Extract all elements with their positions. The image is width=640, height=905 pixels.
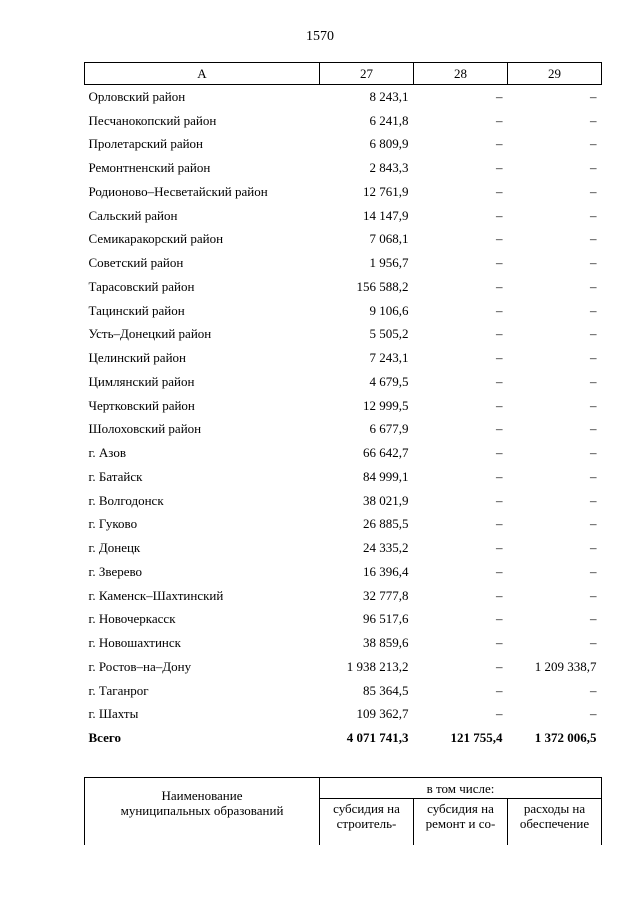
value-cell-28: – xyxy=(496,373,503,389)
table-row xyxy=(85,228,602,252)
table-row xyxy=(85,109,602,133)
value-cell-29: – xyxy=(590,397,597,413)
value-cell-29: – xyxy=(590,160,597,176)
value-cell-27: 6 809,9 xyxy=(369,136,409,152)
value-cell-28: – xyxy=(496,540,503,556)
value-cell-29: – xyxy=(590,540,597,556)
value-cell-27: 16 396,4 xyxy=(363,563,409,579)
municipality-name-cell: Усть–Донецкий район xyxy=(88,326,212,342)
name-header-line2: муниципальных образований xyxy=(120,803,284,818)
value-cell-27: 8 243,1 xyxy=(369,88,409,104)
table-row xyxy=(85,156,602,180)
municipality-name-cell: Чертковский район xyxy=(88,397,195,413)
value-cell-28: – xyxy=(496,421,503,437)
municipality-name-cell: Ремонтненский район xyxy=(88,160,211,176)
table-row xyxy=(85,251,602,275)
value-cell-29: – xyxy=(590,682,597,698)
table-row xyxy=(85,655,602,679)
header-cell-29: 29 xyxy=(508,63,602,85)
including-header: в том числе: xyxy=(320,778,602,799)
municipality-name-cell: Цимлянский район xyxy=(88,373,195,389)
value-cell-27: 7 068,1 xyxy=(369,231,409,247)
value-cell-27: 7 243,1 xyxy=(369,350,409,366)
table-row xyxy=(85,560,602,584)
value-cell-27: 12 999,5 xyxy=(363,397,409,413)
municipality-name-cell: Пролетарский район xyxy=(88,136,204,152)
value-cell-27: 109 362,7 xyxy=(356,706,409,722)
value-cell-28: – xyxy=(496,587,503,603)
municipality-name-cell: Шолоховский район xyxy=(88,421,202,437)
value-cell-29: – xyxy=(590,445,597,461)
table-row xyxy=(85,584,602,608)
municipality-name-cell: Всего xyxy=(88,730,121,746)
sub-header-line1: субсидия на xyxy=(427,801,494,816)
value-cell-27: 66 642,7 xyxy=(363,445,409,461)
value-cell-27: 96 517,6 xyxy=(363,611,409,627)
value-cell-27: 85 364,5 xyxy=(363,682,409,698)
value-cell-28: – xyxy=(496,255,503,271)
value-cell-28: – xyxy=(496,112,503,128)
municipality-name-cell: Орловский район xyxy=(88,88,186,104)
budget-table xyxy=(84,62,602,750)
value-cell-29: – xyxy=(590,183,597,199)
municipality-name-cell: г. Таганрог xyxy=(88,682,149,698)
table-row xyxy=(85,513,602,537)
table-row xyxy=(85,418,602,442)
value-cell-27: 4 679,5 xyxy=(369,373,409,389)
municipality-name-cell: Тацинский район xyxy=(88,302,185,318)
value-cell-28: – xyxy=(496,706,503,722)
municipality-name-header xyxy=(85,778,320,846)
value-cell-29: – xyxy=(590,112,597,128)
municipality-name-cell: Сальский район xyxy=(88,207,178,223)
value-cell-27: 24 335,2 xyxy=(363,540,409,556)
sub-header-line2: ремонт и со- xyxy=(425,816,496,831)
value-cell-27: 38 021,9 xyxy=(363,492,409,508)
value-cell-28: – xyxy=(496,326,503,342)
municipality-name-cell: Тарасовский район xyxy=(88,278,195,294)
table-row xyxy=(85,346,602,370)
value-cell-29: 1 209 338,7 xyxy=(534,658,597,674)
value-cell-28: – xyxy=(496,682,503,698)
municipality-name-cell: г. Гуково xyxy=(88,516,138,532)
value-cell-27: 1 956,7 xyxy=(369,255,409,271)
value-cell-27: 2 843,3 xyxy=(369,160,409,176)
value-cell-29: – xyxy=(590,563,597,579)
municipality-name-cell: Семикаракорский район xyxy=(88,231,224,247)
table-row xyxy=(85,631,602,655)
value-cell-28: – xyxy=(496,231,503,247)
municipality-name-cell: г. Зверево xyxy=(88,563,143,579)
value-cell-29: – xyxy=(590,421,597,437)
sub-header-line2: обеспечение xyxy=(519,816,590,831)
value-cell-27: 12 761,9 xyxy=(363,183,409,199)
municipality-name-cell: г. Батайск xyxy=(88,468,143,484)
value-cell-27: 38 859,6 xyxy=(363,635,409,651)
value-cell-28: – xyxy=(496,160,503,176)
value-cell-29: – xyxy=(590,492,597,508)
municipality-name-cell: г. Ростов–на–Дону xyxy=(88,658,192,674)
table-row xyxy=(85,180,602,204)
value-cell-29: – xyxy=(590,136,597,152)
value-cell-29: – xyxy=(590,207,597,223)
value-cell-28: – xyxy=(496,516,503,532)
municipality-name-cell: г. Каменск–Шахтинский xyxy=(88,587,224,603)
value-cell-28: – xyxy=(496,635,503,651)
value-cell-29: – xyxy=(590,611,597,627)
value-cell-29: – xyxy=(590,587,597,603)
municipality-name-cell: г. Новочеркасск xyxy=(88,611,176,627)
sub-header-line1: расходы на xyxy=(523,801,586,816)
table-row xyxy=(85,323,602,347)
value-cell-29: – xyxy=(590,302,597,318)
header-cell-28: 28 xyxy=(414,63,508,85)
municipality-name-cell: г. Новошахтинск xyxy=(88,635,181,651)
value-cell-29: – xyxy=(590,278,597,294)
value-cell-28: – xyxy=(496,658,503,674)
header-cell-27: 27 xyxy=(320,63,414,85)
value-cell-29: – xyxy=(590,326,597,342)
value-cell-29: – xyxy=(590,373,597,389)
value-cell-28: – xyxy=(496,492,503,508)
value-cell-27: 4 071 741,3 xyxy=(346,730,409,746)
sub-header-repair xyxy=(414,799,508,846)
table-row xyxy=(85,608,602,632)
table-row xyxy=(85,133,602,157)
table-row xyxy=(85,299,602,323)
municipality-name-cell: г. Волгодонск xyxy=(88,492,164,508)
municipality-name-cell: г. Донецк xyxy=(88,540,141,556)
value-cell-28: – xyxy=(496,207,503,223)
value-cell-28: – xyxy=(496,445,503,461)
value-cell-29: – xyxy=(590,255,597,271)
value-cell-27: 6 241,8 xyxy=(369,112,409,128)
municipality-name-cell: г. Азов xyxy=(88,445,126,461)
page-number: 1570 xyxy=(306,29,334,44)
table-row xyxy=(85,394,602,418)
value-cell-28: – xyxy=(496,563,503,579)
next-table-header xyxy=(84,777,602,845)
value-cell-27: 9 106,6 xyxy=(369,302,409,318)
value-cell-29: – xyxy=(590,635,597,651)
value-cell-28: – xyxy=(496,136,503,152)
value-cell-27: 32 777,8 xyxy=(363,587,409,603)
table-row xyxy=(85,204,602,228)
value-cell-27: 5 505,2 xyxy=(369,326,409,342)
value-cell-28: – xyxy=(496,611,503,627)
sub-header-expenses xyxy=(508,799,602,846)
value-cell-29: – xyxy=(590,706,597,722)
total-row xyxy=(85,726,602,750)
value-cell-28: – xyxy=(496,468,503,484)
municipality-name-cell: Советский район xyxy=(88,255,184,271)
sub-header-construction xyxy=(320,799,414,846)
sub-header-line2: строитель- xyxy=(336,816,397,831)
table-row xyxy=(85,536,602,560)
value-cell-29: – xyxy=(590,516,597,532)
table-row xyxy=(85,465,602,489)
value-cell-28: 121 755,4 xyxy=(450,730,503,746)
value-cell-29: – xyxy=(590,350,597,366)
table-row xyxy=(85,703,602,727)
municipality-name-cell: г. Шахты xyxy=(88,706,139,722)
municipality-name-cell: Целинский район xyxy=(88,350,186,366)
sub-header-line1: субсидия на xyxy=(333,801,400,816)
table-row xyxy=(85,370,602,394)
value-cell-27: 26 885,5 xyxy=(363,516,409,532)
table-header-row xyxy=(85,63,602,85)
value-cell-28: – xyxy=(496,397,503,413)
table-row xyxy=(85,275,602,299)
table-row xyxy=(85,679,602,703)
value-cell-28: – xyxy=(496,88,503,104)
value-cell-28: – xyxy=(496,278,503,294)
value-cell-27: 84 999,1 xyxy=(363,468,409,484)
value-cell-28: – xyxy=(496,302,503,318)
table-row xyxy=(85,489,602,513)
value-cell-27: 156 588,2 xyxy=(356,278,409,294)
municipality-name-cell: Песчанокопский район xyxy=(88,112,217,128)
value-cell-29: – xyxy=(590,231,597,247)
value-cell-27: 1 938 213,2 xyxy=(346,658,409,674)
name-header-line1: Наименование xyxy=(161,788,243,803)
value-cell-29: – xyxy=(590,88,597,104)
value-cell-28: – xyxy=(496,183,503,199)
value-cell-28: – xyxy=(496,350,503,366)
table-row xyxy=(85,441,602,465)
municipality-name-cell: Родионово–Несветайский район xyxy=(88,183,268,199)
value-cell-27: 6 677,9 xyxy=(369,421,409,437)
value-cell-29: – xyxy=(590,468,597,484)
value-cell-29: 1 372 006,5 xyxy=(534,730,597,746)
header-cell-name: А xyxy=(85,63,320,85)
value-cell-27: 14 147,9 xyxy=(363,207,409,223)
table-row xyxy=(85,85,602,109)
